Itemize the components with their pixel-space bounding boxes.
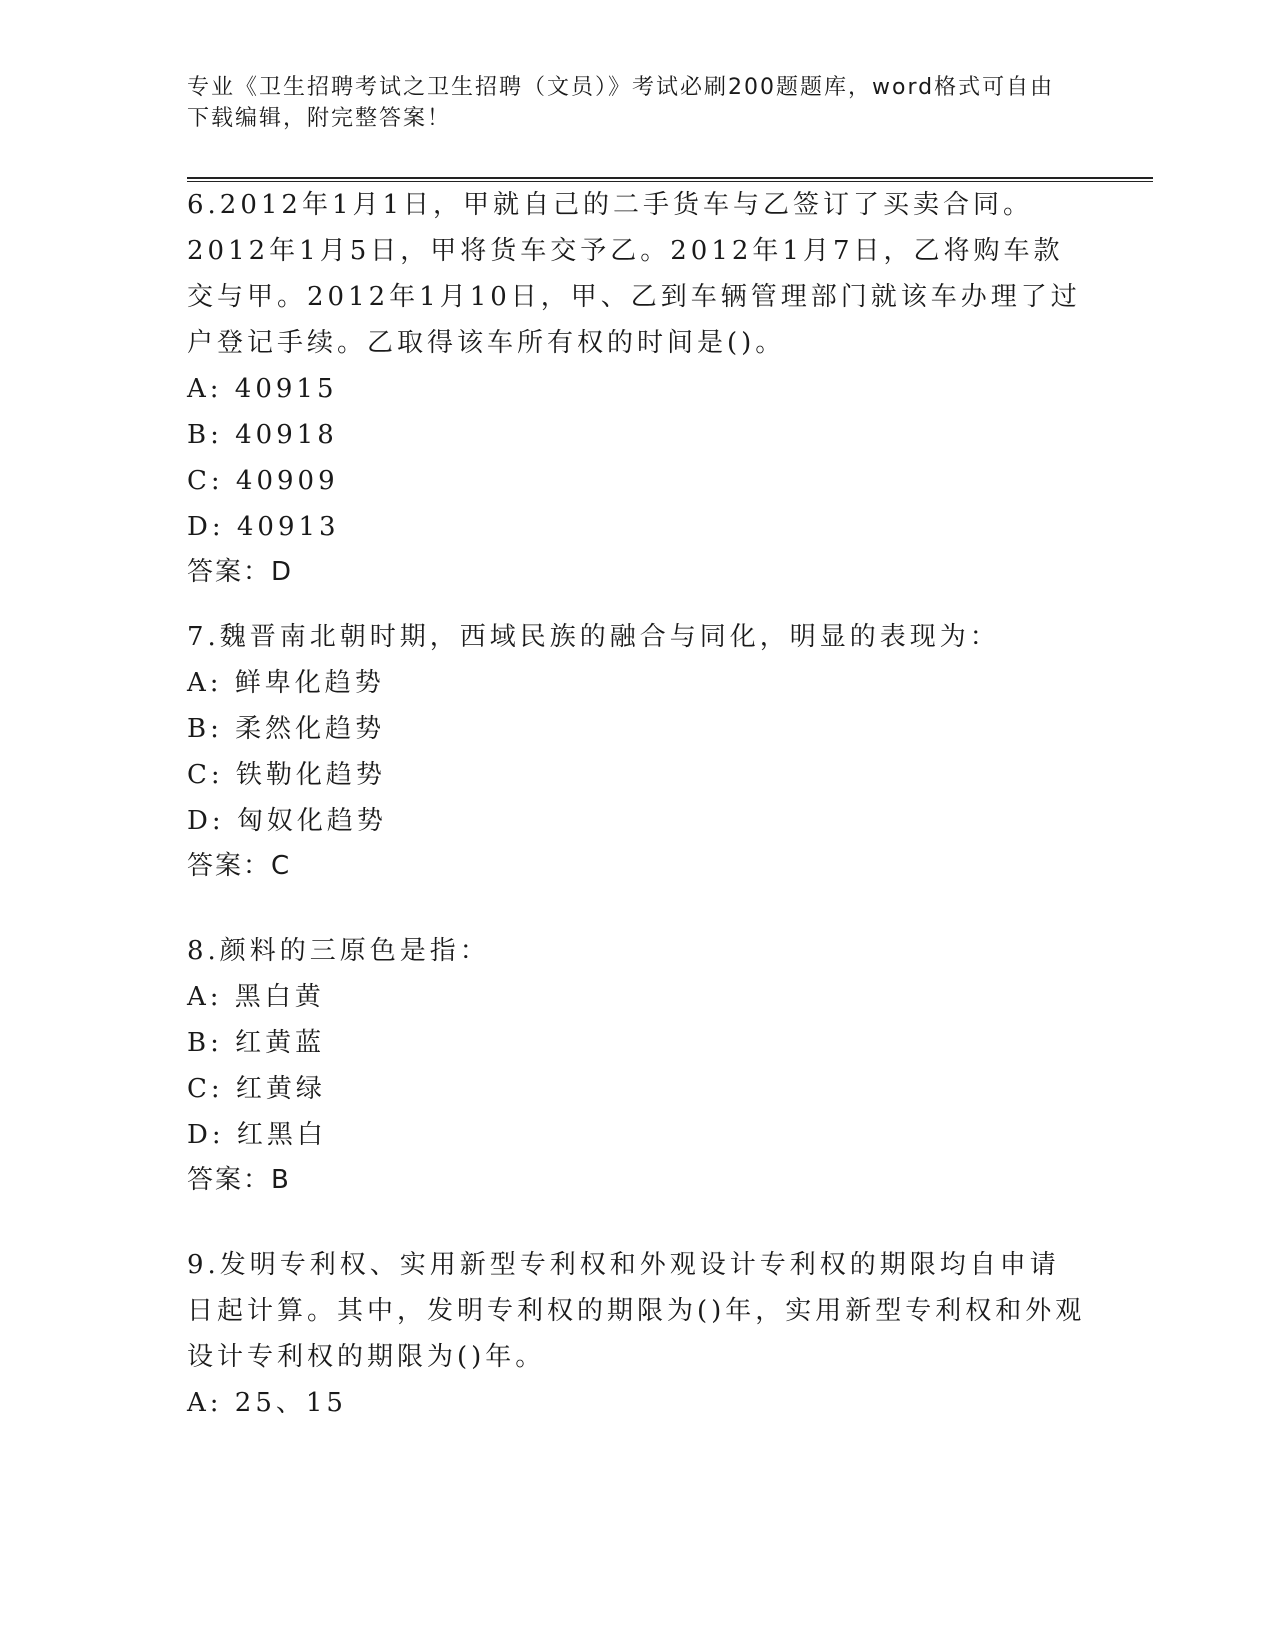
page-header: 专业《卫生招聘考试之卫生招聘（文员）》考试必刷200题题库，word格式可自由下载编辑，附完整答案！	[187, 75, 1055, 131]
question-9	[187, 1242, 1087, 1426]
option-d: D: 40913	[187, 512, 340, 542]
answer-label: 答案：C	[187, 851, 292, 881]
option-b: B: 40918	[187, 420, 338, 450]
option-b: B: 红黄蓝	[187, 1028, 326, 1058]
question-8	[187, 928, 1087, 1202]
header-divider	[187, 177, 1153, 179]
question-6	[187, 182, 1087, 594]
option-c: C: 红黄绿	[187, 1074, 326, 1104]
question-stem: 9.发明专利权、实用新型专利权和外观设计专利权的期限均自申请日起计算。其中，发明专利权的期限为()年，实用新型专利权和外观设计专利权的期限为()年。	[187, 1250, 1086, 1372]
answer-label: 答案：D	[187, 557, 294, 587]
option-b: B: 柔然化趋势	[187, 714, 386, 744]
answer-label: 答案：B	[187, 1165, 291, 1195]
option-d: D: 匈奴化趋势	[187, 806, 387, 836]
option-a: A: 25、15	[187, 1388, 347, 1418]
option-c: C: 铁勒化趋势	[187, 760, 386, 790]
option-a: A: 40915	[187, 374, 338, 404]
option-a: A: 鲜卑化趋势	[187, 668, 385, 698]
question-stem: 8.颜料的三原色是指：	[187, 936, 490, 966]
option-c: C: 40909	[187, 466, 339, 496]
option-d: D: 红黑白	[187, 1120, 327, 1150]
question-stem: 6.2012年1月1日，甲就自己的二手货车与乙签订了买卖合同。2012年1月5日，甲将货车交予乙。2012年1月7日，乙将购车款交与甲。2012年1月10日，甲、乙到车辆管理部门就该车办理了过户登记手续。乙取得该车所有权的时间是()。	[187, 190, 1081, 358]
question-7	[187, 614, 1087, 888]
option-a: A: 黑白黄	[187, 982, 325, 1012]
question-stem: 7.魏晋南北朝时期，西域民族的融合与同化，明显的表现为：	[187, 622, 1000, 652]
